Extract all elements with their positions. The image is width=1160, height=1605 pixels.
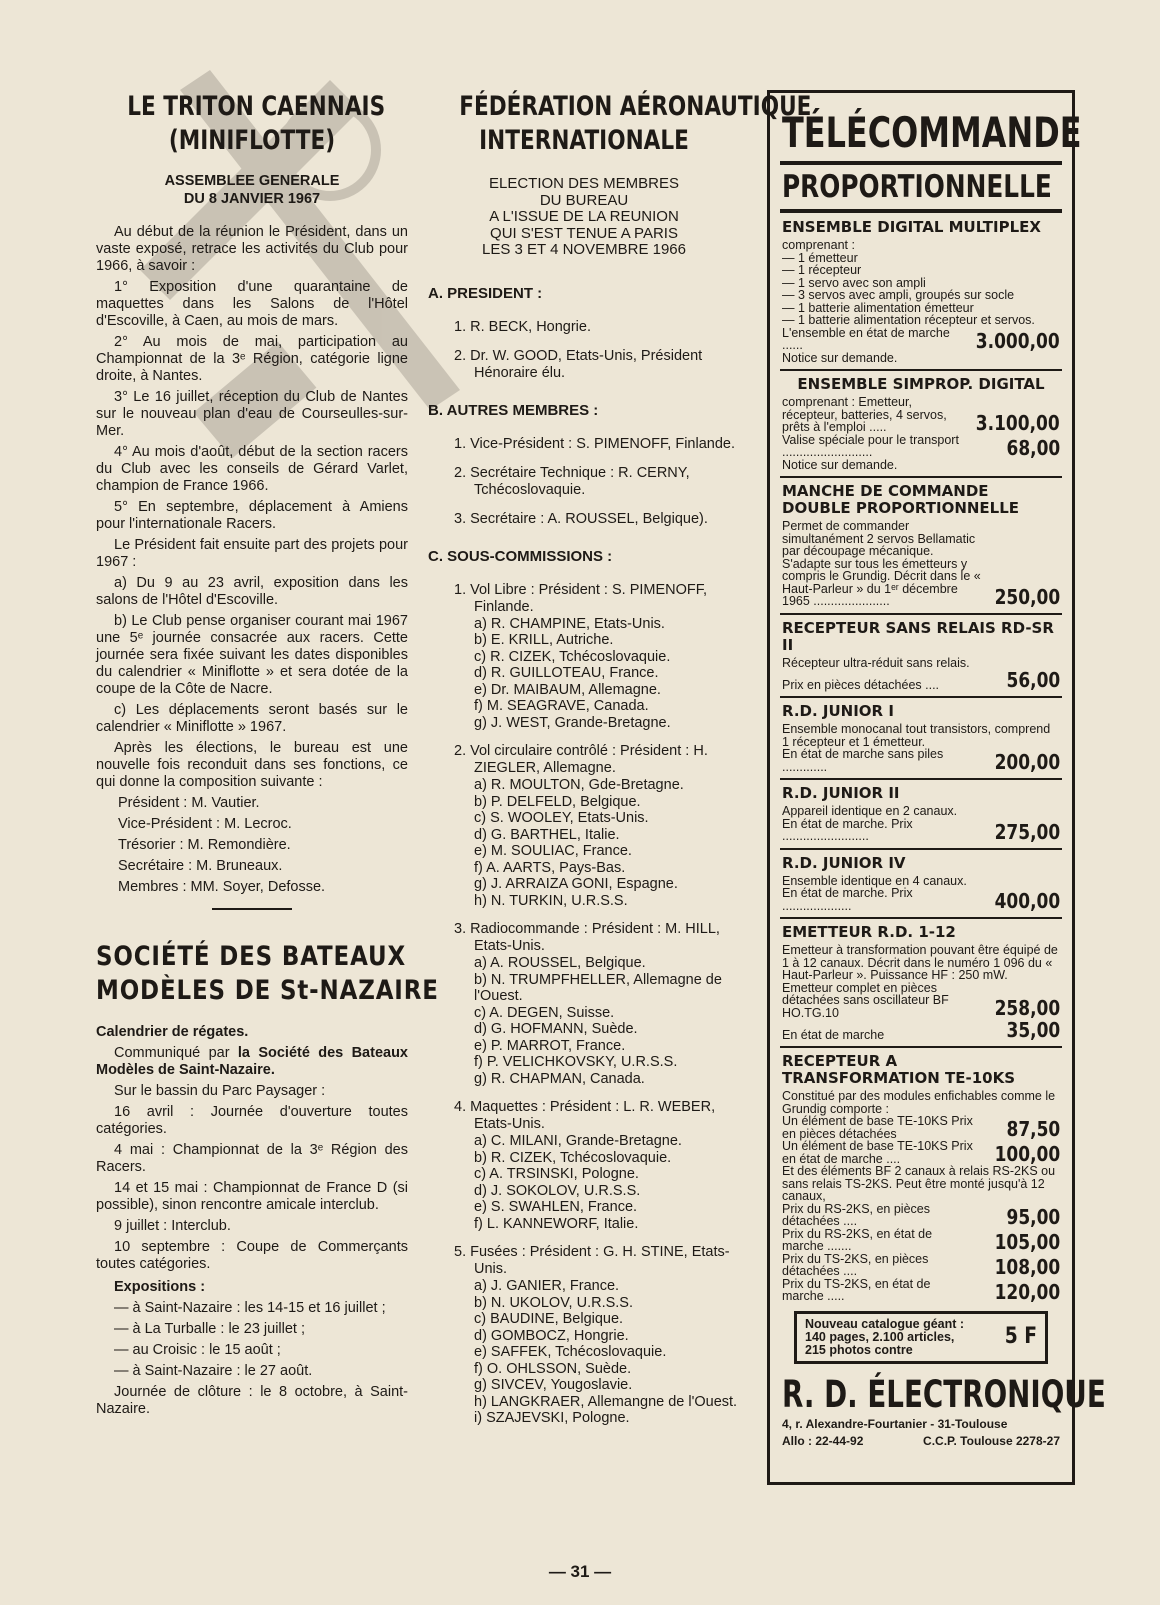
expo-item: — à La Turballe : le 23 juillet ; <box>114 1321 306 1337</box>
product-manche-commande: MANCHE DE COMMANDE DOUBLE PROPORTIONNELLE Permet de commander simultanément 2 servos Bellamatic par découpage mécanique. S'adapte sur tous les émetteurs y compris le Grundig. Décrit dans le « Haut-Parleur » du 1ᵉʳ décembre 1965 ...................... 250,00 <box>782 482 1060 609</box>
price: 56,00 <box>1006 668 1060 692</box>
commission-list: a) C. MILANI, Grande-Bretagne. b) R. CIZEK, Tchécoslovaquie. c) A. TRSINSKI, Pologne. d) J. SOKOLOV, U.R.S.S. e) S. SWAHLEN, France. f) L. KANNEWORF, Italie. <box>474 1133 682 1232</box>
paragraph: b) Le Club pense organiser courant mai 1967 une 5ᵉ journée consacrée aux racers. Cette journée sera fixée suivant les dates disponibles du calendrier « Miniflotte » et sera dotée de la coupe de la Côte de Nacre. <box>96 613 408 697</box>
price: 68,00 <box>1006 435 1060 460</box>
member-line: 3. Secrétaire : A. ROUSSEL, Belgique). <box>454 510 708 527</box>
paragraph: 9 juillet : Interclub. <box>114 1218 231 1234</box>
commission-list: a) J. GANIER, France. b) N. UKOLOV, U.R.S.S. c) BAUDINE, Belgique. d) GOMBOCZ, Hongrie. e) SAFFEK, Tchécoslovaquie. f) O. OHLSSON, Suède. g) SIVCEV, Yougoslavie. h) LANGKRAER, Allemangne de l'Ouest. i) SZAJEVSKI, Pologne. <box>474 1278 738 1426</box>
product-digital-multiplex: ENSEMBLE DIGITAL MULTIPLEX comprenant : — 1 émetteur — 1 récepteur — 1 servo avec son ampli — 3 servos avec ampli, groupés sur socle — 1 batterie alimentation émetteur — 1 batterie alimentation récepteur et servos. L'ensemble en état de marche ...... 3.000,00 Notice sur demande. <box>782 218 1060 365</box>
price: 35,00 <box>1006 1018 1060 1042</box>
officer-line: Trésorier : M. Remondière. <box>118 837 291 853</box>
price: 275,00 <box>994 819 1060 844</box>
product-junior-1: R.D. JUNIOR I Ensemble monocanal tout transistors, comprend 1 récepteur et 1 émetteur. En état de marche sans piles ............. 200,00 <box>782 702 1060 774</box>
paragraph: 16 avril : Journée d'ouverture toutes catégories. <box>96 1104 408 1137</box>
divider <box>780 778 1062 780</box>
officer-line: Président : M. Vautier. <box>118 795 260 811</box>
price: 250,00 <box>994 584 1060 609</box>
officer-line: Vice-Président : M. Lecroc. <box>118 816 292 832</box>
price: 400,00 <box>994 889 1060 913</box>
expo-heading: Expositions : <box>114 1279 206 1295</box>
commission-list: a) R. CHAMPINE, Etats-Unis. b) E. KRILL, Autriche. c) R. CIZEK, Tchécoslovaquie. d) R. GUILLOTEAU, France. e) Dr. MAIBAUM, Allemagne. f) M. SEAGRAVE, Canada. g) J. WEST, Grande-Bretagne. <box>474 615 671 731</box>
price: 105,00 <box>994 1229 1060 1254</box>
paragraph: 4° Au mois d'août, début de la section racers du Club avec les conseils de Gérard Varlet, champion de France 1966. <box>96 444 408 494</box>
divider <box>780 161 1062 165</box>
price: 3.000,00 <box>976 328 1060 353</box>
member-line: 1. R. BECK, Hongrie. <box>454 318 591 335</box>
paragraph: c) Les déplacements seront basés sur le calendrier « Miniflotte » 1967. <box>96 702 408 735</box>
price: 100,00 <box>994 1142 1060 1166</box>
section-a-heading: A. PRESIDENT : <box>428 284 543 302</box>
paragraph: Après les élections, le bureau est une nouvelle fois reconduit dans ses fonctions, ce qui donne la composition suivante : <box>96 740 408 790</box>
price: 3.100,00 <box>976 410 1060 435</box>
ad-title: TÉLÉCOMMANDE <box>782 108 1082 157</box>
price: 200,00 <box>994 750 1060 774</box>
product-recepteur-te10ks: RECEPTEUR A TRANSFORMATION TE-10KS Constitué par des modules enfichables comme le Grundig comporte : Un élément de base TE-10KS Prix en pièces détachées 87,50 Un élément de base TE-10KS Prix en état de marche .... 100,00 Et des éléments BF 2 canaux à relais RS-2KS ou sans relais TS-2KS. Peut être monté jusqu'à 12 canaux, Prix du RS-2KS, en pièces détachées .... 95,00 Prix du RS-2KS, en état de marche ....... 105,00 Prix du TS-2KS, en pièces détachées .... 108,00 Prix du TS-2KS, en état de marche ..... 120,00 <box>782 1052 1060 1304</box>
divider <box>212 908 292 910</box>
address: 4, r. Alexandre-Fourtanier - 31-Toulouse <box>782 1416 1008 1431</box>
commission-head: 3. Radiocommande : Président : M. HILL, Etats-Unis. <box>454 921 720 954</box>
paragraph: 5° En septembre, déplacement à Amiens pour l'internationale Racers. <box>96 499 408 532</box>
divider <box>780 917 1062 919</box>
article-subtitle: INTERNATIONALE <box>479 125 689 156</box>
paragraph: a) Du 9 au 23 avril, exposition dans les salons de l'Hôtel d'Escoville. <box>96 575 408 608</box>
section-heading-date: DU 8 JANVIER 1967 <box>183 191 321 207</box>
divider <box>780 848 1062 850</box>
section-c-heading: C. SOUS-COMMISSIONS : <box>428 547 613 565</box>
price: 95,00 <box>1006 1204 1060 1229</box>
paragraph: 3° Le 16 juillet, réception du Club de Nantes sur le nouveau plan d'eau de Courseulles-sur-Mer. <box>96 389 408 439</box>
catalog-box: Nouveau catalogue géant : 140 pages, 2.100 articles, 215 photos contre 5 F <box>794 1311 1048 1364</box>
officer-line: Membres : MM. Soyer, Defosse. <box>118 879 326 895</box>
product-emetteur-rd: EMETTEUR R.D. 1-12 Emetteur à transformation pouvant être équipé de 1 à 12 canaux. Décrit dans le numéro 1 096 du « Haut-Parleur ». Puissance HF : 250 mW. Emetteur complet en pièces détachées sans oscillateur BF HO.TG.10 258,00 En état de marche 35,00 <box>782 923 1060 1042</box>
commission-head: 5. Fusées : Président : G. H. STINE, Etats-Unis. <box>454 1244 730 1277</box>
paragraph: 14 et 15 mai : Championnat de France D (si possible), sinon rencontre amicale interclub. <box>96 1180 408 1213</box>
commission-head: 2. Vol circulaire contrôlé : Président : H. ZIEGLER, Allemagne. <box>454 743 708 776</box>
calendar-heading: Calendrier de régates. <box>96 1024 249 1040</box>
divider <box>780 696 1062 698</box>
divider <box>780 613 1062 615</box>
divider <box>780 209 1062 213</box>
member-line: 1. Vice-Président : S. PIMENOFF, Finlande. <box>454 435 735 452</box>
paragraph: 10 septembre : Coupe de Commerçants toutes catégories. <box>96 1239 408 1272</box>
article-subtitle: (MINIFLOTTE) <box>168 125 336 156</box>
ad-subtitle: PROPORTIONNELLE <box>782 169 1052 205</box>
paragraph: Au début de la réunion le Président, dans un vaste exposé, retrace les activités du Club pour 1966, à savoir : <box>96 224 408 274</box>
section-b-heading: B. AUTRES MEMBRES : <box>428 401 599 419</box>
price: 120,00 <box>994 1279 1060 1304</box>
divider <box>780 1046 1062 1048</box>
brand-name: R. D. ÉLECTRONIQUE <box>782 1372 1106 1416</box>
paragraph: Journée de clôture : le 8 octobre, à Saint-Nazaire. <box>96 1384 408 1417</box>
officer-line: Secrétaire : M. Bruneaux. <box>118 858 283 874</box>
product-junior-2: R.D. JUNIOR II Appareil identique en 2 canaux. En état de marche. Prix ......................... 275,00 <box>782 784 1060 844</box>
expo-item: — à Saint-Nazaire : les 14-15 et 16 juillet ; <box>114 1300 386 1316</box>
article-title: LE TRITON CAENNAIS <box>127 91 386 122</box>
paragraph: 2° Au mois de mai, participation au Championnat de la 3ᵉ Région, catégorie ligne droite, à Nantes. <box>96 334 408 384</box>
product-simprop-digital: ENSEMBLE SIMPROP. DIGITAL comprenant : Emetteur, récepteur, batteries, 4 servos, prêts à l'emploi ..... 3.100,00 Valise spéciale pour le transport .......................... 68,00 Notice sur demande. <box>782 375 1060 472</box>
commission-list: a) A. ROUSSEL, Belgique. b) N. TRUMPFHELLER, Allemagne de l'Ouest. c) A. DEGEN, Suisse. d) G. HOFMANN, Suède. e) P. MARROT, France. f) P. VELICHKOVSKY, U.R.S.S. g) R. CHAPMAN, Canada. <box>474 955 722 1087</box>
price: 108,00 <box>994 1254 1060 1279</box>
section-heading: ASSEMBLEE GENERALE <box>164 173 340 189</box>
paragraph: Le Président fait ensuite part des projets pour 1967 : <box>96 537 408 570</box>
article-title: FÉDÉRATION AÉRONAUTIQUE <box>459 91 812 122</box>
price: 258,00 <box>994 996 1060 1020</box>
page-number: — 31 — <box>548 1562 612 1581</box>
paragraph: Sur le bassin du Parc Paysager : <box>114 1083 326 1099</box>
commission-head: 1. Vol Libre : Président : S. PIMENOFF, Finlande. <box>454 581 708 615</box>
commission-list: a) R. MOULTON, Gde-Bretagne. b) P. DELFELD, Belgique. c) S. WOOLEY, Etats-Unis. d) G. BARTHEL, Italie. e) M. SOULIAC, France. f) A. AARTS, Pays-Bas. g) J. ARRAIZA GONI, Espagne. h) N. TURKIN, U.R.S.S. <box>474 777 684 909</box>
product-recepteur-rd-sr: RECEPTEUR SANS RELAIS RD-SR II Récepteur ultra-réduit sans relais. Prix en pièces détachées .... 56,00 <box>782 618 1060 692</box>
paragraph: Communiqué par la Société des Bateaux Modèles de Saint-Nazaire. <box>96 1045 408 1078</box>
divider <box>780 476 1062 478</box>
advertisement-box <box>767 90 1106 1485</box>
expo-item: — à Saint-Nazaire : le 27 août. <box>114 1363 313 1379</box>
member-line: 2. Secrétaire Technique : R. CERNY, Tchécoslovaquie. <box>454 464 690 498</box>
column-left <box>96 0 439 1422</box>
column-middle <box>428 0 812 1439</box>
divider <box>780 369 1062 371</box>
price: 87,50 <box>1006 1117 1060 1141</box>
expo-item: — au Croisic : le 15 août ; <box>114 1342 281 1358</box>
commission-head: 4. Maquettes : Président : L. R. WEBER, Etats-Unis. <box>454 1099 716 1132</box>
paragraph: 1° Exposition d'une quarantaine de maquettes dans les Salons de l'Hôtel d'Escoville, à Caen, au mois de mars. <box>96 279 408 329</box>
article-title-2: SOCIÉTÉ DES BATEAUX MODÈLES DE St-NAZAIRE <box>96 941 439 1006</box>
paragraph: 4 mai : Championnat de la 3ᵉ Région des Racers. <box>96 1142 408 1175</box>
contact: Allo : 22-44-92 C.C.P. Toulouse 2278-27 <box>782 1433 1060 1448</box>
election-heading: ELECTION DES MEMBRES DU BUREAU A L'ISSUE DE LA REUNION QUI S'EST TENUE A PARIS LES 3 ET 4 NOVEMBRE 1966 <box>482 175 686 258</box>
catalog-price: 5 F <box>1004 1324 1037 1349</box>
product-junior-4: R.D. JUNIOR IV Ensemble identique en 4 canaux. En état de marche. Prix .................... 400,00 <box>782 853 1060 913</box>
member-line: 2. Dr. W. GOOD, Etats-Unis, Président Hénoraire élu. <box>454 347 703 381</box>
